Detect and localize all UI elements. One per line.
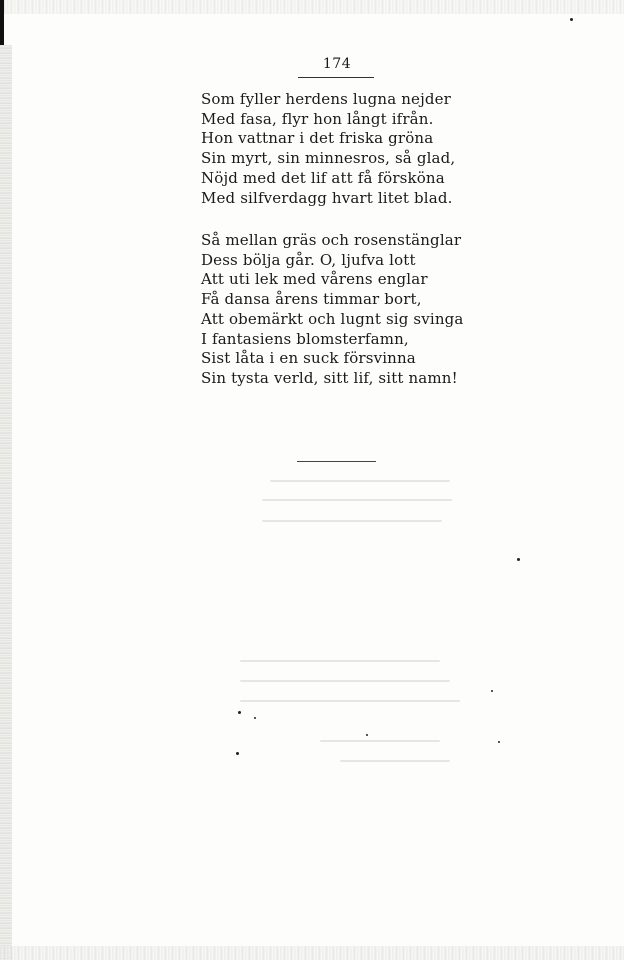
scan-edge-bottom xyxy=(0,946,624,960)
page-number: 174 xyxy=(322,56,352,72)
poem-line: Sin tysta verld, sitt lif, sitt namn! xyxy=(201,368,458,387)
bleed-through xyxy=(240,680,450,682)
scan-speck xyxy=(254,717,256,719)
poem-line: Som fyller herdens lugna nejder xyxy=(201,90,451,108)
poem-line: Få dansa årens timmar bort, xyxy=(201,290,422,309)
poem-line: Med silfverdagg hvart litet blad. xyxy=(201,188,453,207)
poem-line: Med fasa, flyr hon långt ifrån. xyxy=(201,109,434,128)
scan-speck xyxy=(236,752,239,755)
poem-stanza-1 xyxy=(201,90,501,208)
poem-line: Att uti lek med vårens englar xyxy=(201,270,428,289)
bleed-through xyxy=(340,760,450,762)
scan-speck xyxy=(238,711,241,714)
poem-line: Att obemärkt och lugnt sig svinga xyxy=(201,309,464,328)
poem-line: Dess bölja går. O, ljufva lott xyxy=(201,250,416,269)
scan-edge-top xyxy=(0,0,624,14)
poem-stanza-2 xyxy=(201,231,501,389)
scan-speck xyxy=(366,734,368,736)
poem-line: Så mellan gräs och rosenstänglar xyxy=(201,231,462,249)
scan-speck xyxy=(498,741,500,743)
poem-line: Hon vattnar i det friska gröna xyxy=(201,129,434,148)
bleed-through xyxy=(240,700,460,702)
scan-speck xyxy=(517,558,520,561)
scan-edge-mark xyxy=(0,0,4,45)
scan-speck xyxy=(491,690,493,692)
end-rule xyxy=(297,461,376,462)
scan-edge-left xyxy=(0,45,12,960)
poem-line: Nöjd med det lif att få försköna xyxy=(201,168,445,187)
poem-line: Sin myrt, sin minnesros, så glad, xyxy=(201,149,456,168)
poem-line: Sist låta i en suck försvinna xyxy=(201,349,416,368)
bleed-through xyxy=(240,660,440,662)
bleed-through xyxy=(270,480,450,482)
bleed-through xyxy=(262,499,452,501)
bleed-through xyxy=(262,520,442,522)
bleed-through xyxy=(320,740,440,742)
scan-speck xyxy=(570,18,573,21)
header-rule xyxy=(298,77,374,78)
poem-line: I fantasiens blomsterfamn, xyxy=(201,329,409,348)
